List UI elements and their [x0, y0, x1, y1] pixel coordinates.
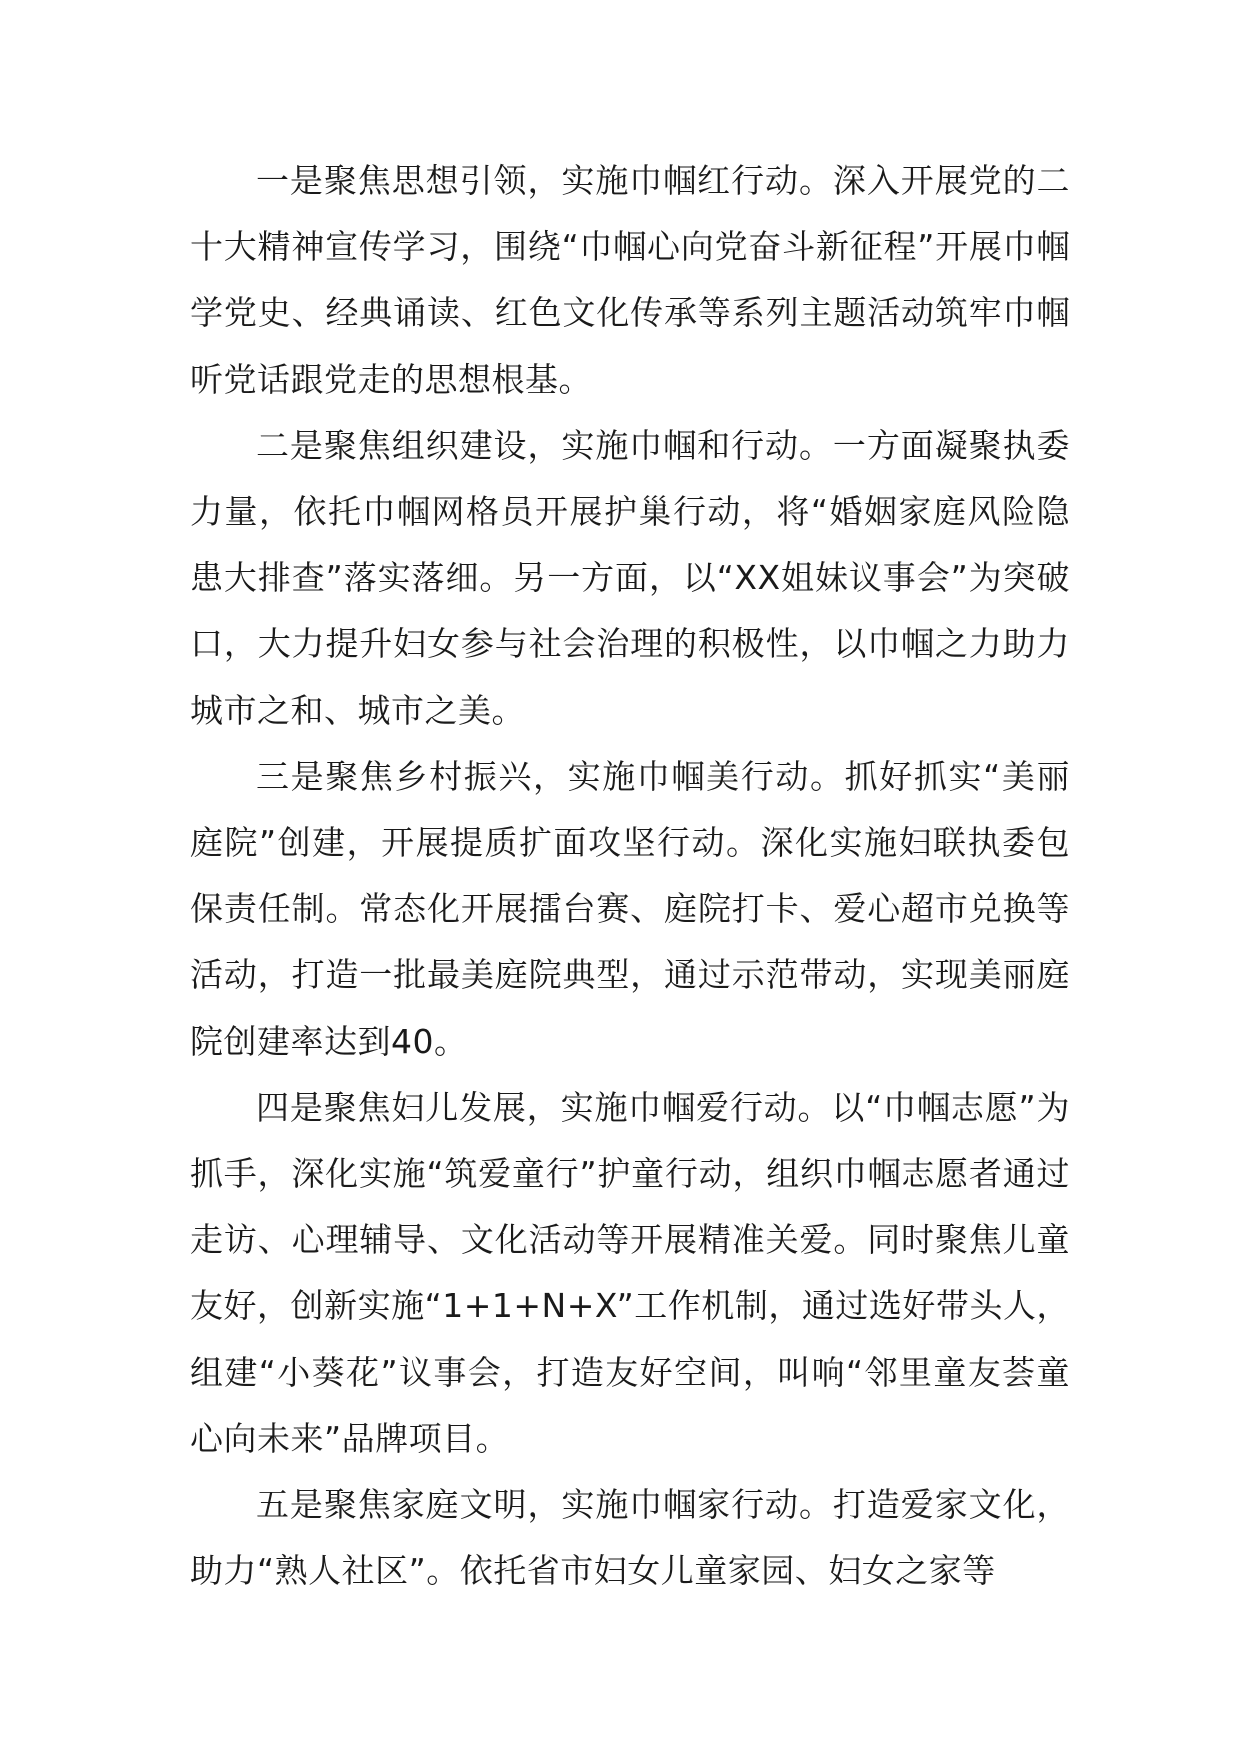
paragraph-4: 四是聚焦妇儿发展，实施巾帼爱行动。以“巾帼志愿”为抓手，深化实施“筑爱童行”护童行动，组织巾帼志愿者通过走访、心理辅导、文化活动等开展精准关爱。同时聚焦儿童友好，创新实施“1+1+N+X”工作机制，通过选好带头人，组建“小葵花”议事会，打造友好空间，叫响“邻里童友荟童心向未来”品牌项目。: [190, 1087, 1070, 1458]
paragraph-2: 二是聚焦组织建设，实施巾帼和行动。一方面凝聚执委力量，依托巾帼网格员开展护巢行动，将“婚姻家庭风险隐患大排查”落实落细。另一方面，以“XX姐妹议事会”为突破口，大力提升妇女参与社会治理的积极性，以巾帼之力助力城市之和、城市之美。: [190, 425, 1070, 730]
paragraph-1: 一是聚焦思想引领，实施巾帼红行动。深入开展党的二十大精神宣传学习，围绕“巾帼心向党奋斗新征程”开展巾帼学党史、经典诵读、红色文化传承等系列主题活动筑牢巾帼听党话跟党走的思想根基。: [190, 161, 1070, 399]
document-body: [190, 148, 1070, 1604]
paragraph-5: 五是聚焦家庭文明，实施巾帼家行动。打造爱家文化，助力“熟人社区”。依托省市妇女儿童家园、妇女之家等: [190, 1485, 1070, 1591]
paragraph-3: 三是聚焦乡村振兴，实施巾帼美行动。抓好抓实“美丽庭院”创建，开展提质扩面攻坚行动。深化实施妇联执委包保责任制。常态化开展擂台赛、庭院打卡、爱心超市兑换等活动，打造一批最美庭院典型，通过示范带动，实现美丽庭院创建率达到40。: [190, 756, 1070, 1061]
